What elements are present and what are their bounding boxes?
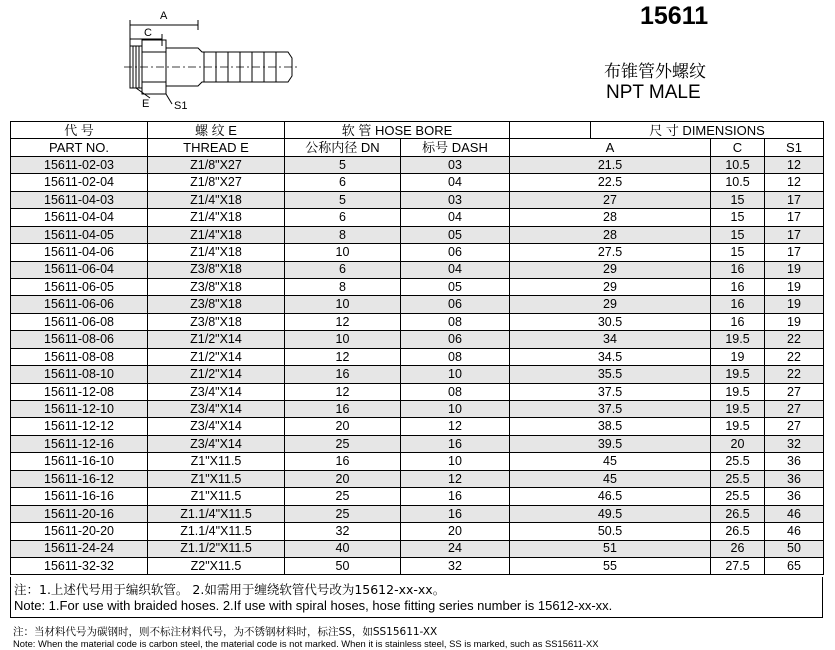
cell-s1: 19 xyxy=(765,278,824,295)
cell-part-no: 15611-04-05 xyxy=(11,226,148,243)
cell-thread: Z1.1/2"X11.5 xyxy=(148,540,285,557)
table-row xyxy=(11,540,824,557)
header-row-1 xyxy=(11,122,824,139)
cell-part-no: 15611-32-32 xyxy=(11,557,148,574)
cell-s1: 36 xyxy=(765,470,824,487)
cell-dash: 12 xyxy=(401,470,510,487)
cell-thread: Z1/2"X14 xyxy=(148,331,285,348)
table-row xyxy=(11,261,824,278)
cell-part-no: 15611-20-16 xyxy=(11,505,148,522)
cell-thread: Z1/2"X14 xyxy=(148,366,285,383)
cell-dn: 20 xyxy=(285,470,401,487)
col-hose-bore: 软 管 HOSE BORE xyxy=(285,122,510,139)
note-en: Note: 1.For use with braided hoses. 2.If use with spiral hoses, hose fitting series number is 15612-xx-xx. xyxy=(14,598,613,613)
table-row xyxy=(11,557,824,574)
table-row xyxy=(11,488,824,505)
cell-dash: 03 xyxy=(401,191,510,208)
cell-c: 16 xyxy=(711,278,765,295)
cell-dash: 04 xyxy=(401,261,510,278)
cell-a: 29 xyxy=(510,278,711,295)
cell-part-no: 15611-24-24 xyxy=(11,540,148,557)
cell-part-no: 15611-12-16 xyxy=(11,435,148,452)
cell-dash: 04 xyxy=(401,174,510,191)
cell-part-no: 15611-20-20 xyxy=(11,523,148,540)
cell-a: 27.5 xyxy=(510,244,711,261)
cell-thread: Z1.1/4"X11.5 xyxy=(148,523,285,540)
table-row xyxy=(11,226,824,243)
notes-box xyxy=(10,577,823,618)
cell-part-no: 15611-06-08 xyxy=(11,313,148,330)
cell-dn: 20 xyxy=(285,418,401,435)
cell-part-no: 15611-16-12 xyxy=(11,470,148,487)
cell-part-no: 15611-08-10 xyxy=(11,366,148,383)
cell-dn: 12 xyxy=(285,383,401,400)
cell-dn: 8 xyxy=(285,226,401,243)
footer-note-en: Note: When the material code is carbon steel, the material code is not marked. When it is stainless steel, SS is marked, such as SS15611-XX xyxy=(13,638,599,649)
cell-dn: 16 xyxy=(285,366,401,383)
cell-part-no: 15611-02-04 xyxy=(11,174,148,191)
cell-dash: 06 xyxy=(401,331,510,348)
label-e: E xyxy=(142,98,150,110)
cell-thread: Z3/8"X18 xyxy=(148,278,285,295)
cell-dash: 06 xyxy=(401,296,510,313)
cell-c: 16 xyxy=(711,261,765,278)
cell-dash: 20 xyxy=(401,523,510,540)
cell-c: 10.5 xyxy=(711,174,765,191)
col-dash: 标号 DASH xyxy=(401,139,510,156)
cell-dn: 16 xyxy=(285,453,401,470)
table-row xyxy=(11,401,824,418)
cell-s1: 22 xyxy=(765,331,824,348)
table-row xyxy=(11,191,824,208)
cell-a: 39.5 xyxy=(510,435,711,452)
subtitle-chinese: 布锥管外螺纹 xyxy=(604,62,706,82)
cell-dn: 10 xyxy=(285,331,401,348)
header-row-2 xyxy=(11,139,824,156)
cell-a: 45 xyxy=(510,453,711,470)
cell-dash: 08 xyxy=(401,313,510,330)
cell-s1: 17 xyxy=(765,191,824,208)
cell-dn: 6 xyxy=(285,209,401,226)
cell-s1: 17 xyxy=(765,209,824,226)
cell-thread: Z1/4"X18 xyxy=(148,226,285,243)
cell-s1: 50 xyxy=(765,540,824,557)
cell-dn: 25 xyxy=(285,488,401,505)
footer-note-cn: 注：当材料代号为碳钢时，则不标注材料代号，为不锈钢材料时，标注SS，如SS15611-XX xyxy=(13,626,438,638)
cell-dash: 16 xyxy=(401,488,510,505)
table-row xyxy=(11,470,824,487)
cell-thread: Z3/8"X18 xyxy=(148,313,285,330)
cell-c: 19.5 xyxy=(711,331,765,348)
cell-part-no: 15611-06-05 xyxy=(11,278,148,295)
cell-part-no: 15611-02-03 xyxy=(11,156,148,173)
cell-dash: 04 xyxy=(401,209,510,226)
label-a: A xyxy=(160,10,168,22)
cell-s1: 22 xyxy=(765,348,824,365)
cell-c: 25.5 xyxy=(711,470,765,487)
cell-dash: 16 xyxy=(401,505,510,522)
cell-c: 15 xyxy=(711,209,765,226)
cell-dash: 10 xyxy=(401,366,510,383)
cell-s1: 65 xyxy=(765,557,824,574)
table-row xyxy=(11,174,824,191)
table-row xyxy=(11,366,824,383)
table-row xyxy=(11,523,824,540)
cell-part-no: 15611-12-10 xyxy=(11,401,148,418)
cell-dash: 05 xyxy=(401,226,510,243)
table-row xyxy=(11,278,824,295)
cell-c: 20 xyxy=(711,435,765,452)
cell-dash: 32 xyxy=(401,557,510,574)
col-s1: S1 xyxy=(765,139,824,156)
table-row xyxy=(11,505,824,522)
cell-a: 50.5 xyxy=(510,523,711,540)
table-row xyxy=(11,313,824,330)
cell-s1: 36 xyxy=(765,453,824,470)
cell-dn: 40 xyxy=(285,540,401,557)
cell-dash: 03 xyxy=(401,156,510,173)
cell-thread: Z1/4"X18 xyxy=(148,244,285,261)
cell-thread: Z3/4"X14 xyxy=(148,418,285,435)
col-c: C xyxy=(711,139,765,156)
cell-thread: Z1"X11.5 xyxy=(148,488,285,505)
cell-a: 35.5 xyxy=(510,366,711,383)
cell-part-no: 15611-04-06 xyxy=(11,244,148,261)
cell-thread: Z1.1/4"X11.5 xyxy=(148,505,285,522)
cell-dash: 12 xyxy=(401,418,510,435)
cell-c: 25.5 xyxy=(711,453,765,470)
cell-a: 27 xyxy=(510,191,711,208)
cell-dn: 16 xyxy=(285,401,401,418)
table-row xyxy=(11,435,824,452)
dimensions-table xyxy=(10,121,824,575)
col-a: A xyxy=(510,139,711,156)
cell-a: 34 xyxy=(510,331,711,348)
cell-c: 15 xyxy=(711,226,765,243)
table-row xyxy=(11,209,824,226)
cell-s1: 19 xyxy=(765,296,824,313)
cell-thread: Z3/4"X14 xyxy=(148,383,285,400)
note-cn: 注：1.上述代号用于编织软管。 2.如需用于缠绕软管代号改为15612-xx-xx。 xyxy=(14,582,446,597)
table-row xyxy=(11,296,824,313)
table-row xyxy=(11,453,824,470)
cell-c: 26.5 xyxy=(711,523,765,540)
cell-dn: 12 xyxy=(285,313,401,330)
cell-a: 38.5 xyxy=(510,418,711,435)
col-thread-en: THREAD E xyxy=(148,139,285,156)
table-row xyxy=(11,418,824,435)
cell-s1: 17 xyxy=(765,244,824,261)
cell-c: 25.5 xyxy=(711,488,765,505)
cell-c: 19.5 xyxy=(711,383,765,400)
cell-dash: 08 xyxy=(401,383,510,400)
label-c: C xyxy=(144,27,152,39)
cell-part-no: 15611-04-03 xyxy=(11,191,148,208)
cell-a: 34.5 xyxy=(510,348,711,365)
cell-thread: Z1/8"X27 xyxy=(148,174,285,191)
cell-dash: 16 xyxy=(401,435,510,452)
cell-part-no: 15611-12-12 xyxy=(11,418,148,435)
col-dimensions: 尺 寸 DIMENSIONS xyxy=(591,122,824,139)
cell-c: 26 xyxy=(711,540,765,557)
cell-s1: 22 xyxy=(765,366,824,383)
table-row xyxy=(11,244,824,261)
cell-dn: 32 xyxy=(285,523,401,540)
cell-dash: 08 xyxy=(401,348,510,365)
cell-part-no: 15611-16-16 xyxy=(11,488,148,505)
cell-part-no: 15611-06-06 xyxy=(11,296,148,313)
cell-dn: 10 xyxy=(285,296,401,313)
col-part-no-en: PART NO. xyxy=(11,139,148,156)
cell-a: 29 xyxy=(510,261,711,278)
cell-a: 30.5 xyxy=(510,313,711,330)
cell-c: 27.5 xyxy=(711,557,765,574)
cell-c: 19 xyxy=(711,348,765,365)
cell-s1: 27 xyxy=(765,401,824,418)
cell-part-no: 15611-12-08 xyxy=(11,383,148,400)
cell-part-no: 15611-06-04 xyxy=(11,261,148,278)
cell-s1: 32 xyxy=(765,435,824,452)
cell-s1: 46 xyxy=(765,523,824,540)
cell-dn: 6 xyxy=(285,261,401,278)
table-row xyxy=(11,331,824,348)
cell-dn: 25 xyxy=(285,435,401,452)
cell-s1: 27 xyxy=(765,383,824,400)
cell-dn: 6 xyxy=(285,174,401,191)
cell-dn: 8 xyxy=(285,278,401,295)
cell-a: 46.5 xyxy=(510,488,711,505)
cell-part-no: 15611-08-08 xyxy=(11,348,148,365)
cell-dn: 10 xyxy=(285,244,401,261)
cell-s1: 46 xyxy=(765,505,824,522)
cell-a: 37.5 xyxy=(510,383,711,400)
cell-c: 10.5 xyxy=(711,156,765,173)
cell-thread: Z3/8"X18 xyxy=(148,296,285,313)
col-part-no-cn: 代 号 xyxy=(11,122,148,139)
page-title: 15611 xyxy=(640,2,709,30)
cell-thread: Z2"X11.5 xyxy=(148,557,285,574)
cell-dn: 5 xyxy=(285,191,401,208)
cell-part-no: 15611-08-06 xyxy=(11,331,148,348)
cell-s1: 19 xyxy=(765,313,824,330)
cell-c: 16 xyxy=(711,296,765,313)
cell-thread: Z1/4"X18 xyxy=(148,191,285,208)
cell-a: 45 xyxy=(510,470,711,487)
cell-c: 15 xyxy=(711,191,765,208)
cell-a: 51 xyxy=(510,540,711,557)
cell-s1: 12 xyxy=(765,174,824,191)
cell-a: 28 xyxy=(510,209,711,226)
cell-a: 55 xyxy=(510,557,711,574)
label-s1: S1 xyxy=(174,100,188,111)
cell-thread: Z1"X11.5 xyxy=(148,453,285,470)
cell-a: 28 xyxy=(510,226,711,243)
table-row xyxy=(11,383,824,400)
cell-dash: 10 xyxy=(401,453,510,470)
cell-c: 16 xyxy=(711,313,765,330)
cell-part-no: 15611-16-10 xyxy=(11,453,148,470)
cell-s1: 27 xyxy=(765,418,824,435)
fitting-drawing xyxy=(120,6,300,111)
cell-c: 19.5 xyxy=(711,418,765,435)
subtitle-english: NPT MALE xyxy=(606,82,701,103)
cell-dash: 10 xyxy=(401,401,510,418)
cell-part-no: 15611-04-04 xyxy=(11,209,148,226)
cell-thread: Z1/2"X14 xyxy=(148,348,285,365)
cell-dash: 24 xyxy=(401,540,510,557)
cell-s1: 36 xyxy=(765,488,824,505)
table-row xyxy=(11,348,824,365)
cell-thread: Z3/8"X18 xyxy=(148,261,285,278)
cell-c: 15 xyxy=(711,244,765,261)
cell-thread: Z1/4"X18 xyxy=(148,209,285,226)
cell-thread: Z3/4"X14 xyxy=(148,435,285,452)
cell-thread: Z1/8"X27 xyxy=(148,156,285,173)
cell-dash: 06 xyxy=(401,244,510,261)
cell-s1: 12 xyxy=(765,156,824,173)
cell-s1: 19 xyxy=(765,261,824,278)
cell-c: 19.5 xyxy=(711,366,765,383)
cell-a: 21.5 xyxy=(510,156,711,173)
cell-a: 29 xyxy=(510,296,711,313)
cell-dash: 05 xyxy=(401,278,510,295)
cell-c: 19.5 xyxy=(711,401,765,418)
cell-a: 22.5 xyxy=(510,174,711,191)
col-dn: 公称内径 DN xyxy=(285,139,401,156)
cell-a: 49.5 xyxy=(510,505,711,522)
cell-thread: Z3/4"X14 xyxy=(148,401,285,418)
col-spacer xyxy=(510,122,591,139)
cell-dn: 50 xyxy=(285,557,401,574)
table-row xyxy=(11,156,824,173)
cell-dn: 12 xyxy=(285,348,401,365)
cell-thread: Z1"X11.5 xyxy=(148,470,285,487)
cell-dn: 5 xyxy=(285,156,401,173)
cell-a: 37.5 xyxy=(510,401,711,418)
cell-c: 26.5 xyxy=(711,505,765,522)
col-thread-cn: 螺 纹 E xyxy=(148,122,285,139)
cell-s1: 17 xyxy=(765,226,824,243)
cell-dn: 25 xyxy=(285,505,401,522)
